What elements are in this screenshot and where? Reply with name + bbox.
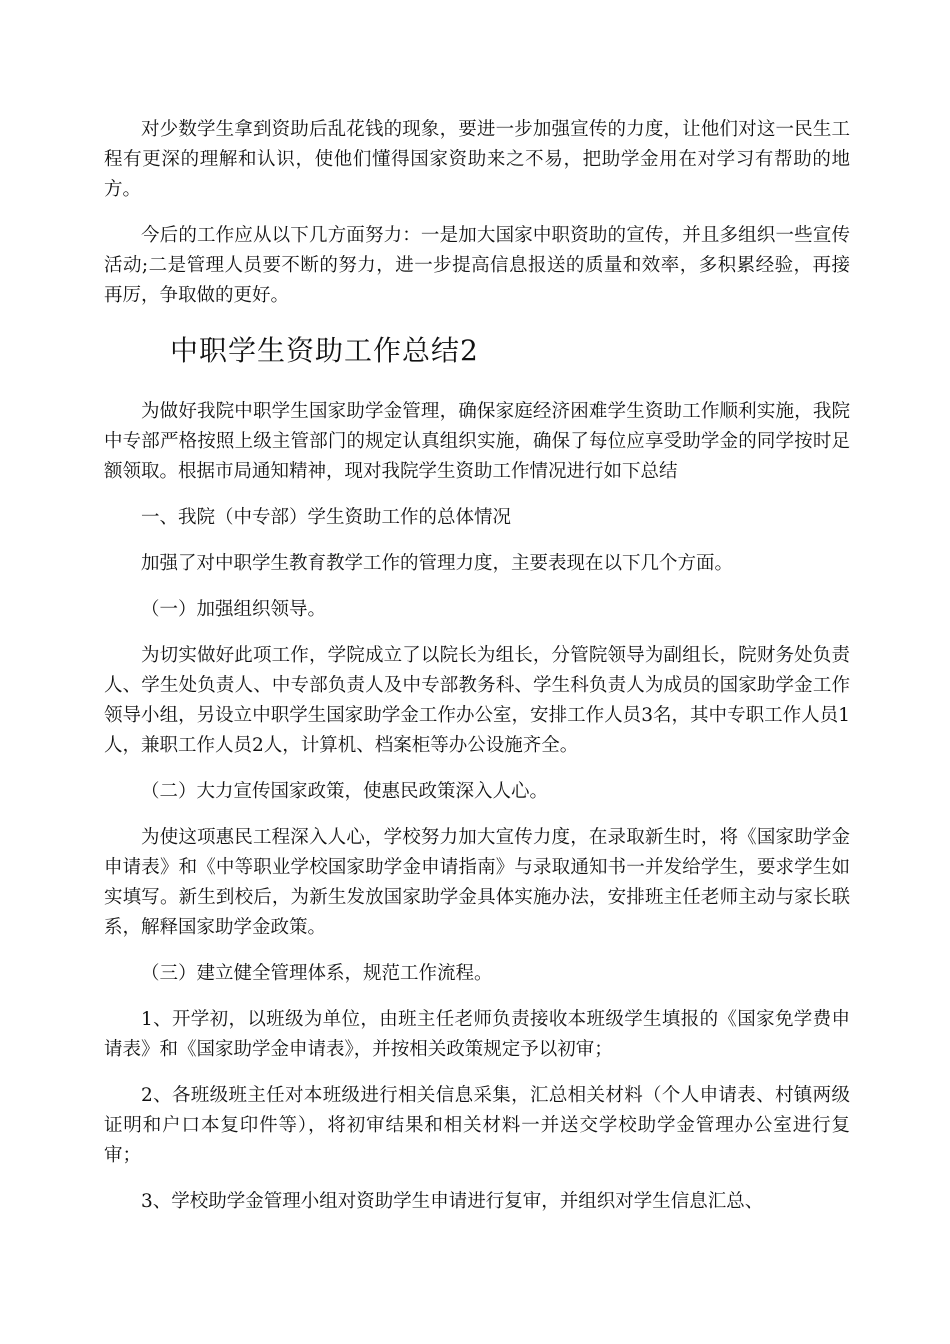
section-heading-overview: 一、我院（中专部）学生资助工作的总体情况: [141, 507, 512, 528]
list-item-2: 2、各班级班主任对本班级进行相关信息采集，汇总相关材料（个人申请表、村镇两级证明和户口本复印件等），将初审结果和相关材料一并送交学校助学金管理办公室进行复审；: [104, 1085, 850, 1166]
intro-paragraph-1: 对少数学生拿到资助后乱花钱的现象，要进一步加强宣传的力度，让他们对这一民生工程有更深的理解和认识，使他们懂得国家资助来之不易，把助学金用在对学习有帮助的地方。: [104, 119, 850, 200]
body-paragraph-4: 为使这项惠民工程深入人心，学校努力加大宣传力度，在录取新生时，将《国家助学金申请表》和《中等职业学校国家助学金申请指南》与录取通知书一并发给学生，要求学生如实填写。新生到校后，为新生发放国家助学金具体实施办法，安排班主任老师主动与家长联系，解释国家助学金政策。: [104, 827, 850, 938]
document-body: [104, 115, 850, 1233]
body-paragraph-1: 为做好我院中职学生国家助学金管理，确保家庭经济困难学生资助工作顺利实施，我院中专部严格按照上级主管部门的规定认真组织实施，确保了每位应享受助学金的同学按时足额领取。根据市局通知精神，现对我院学生资助工作情况进行如下总结: [104, 401, 850, 482]
subheading-publicity: （二）大力宣传国家政策，使惠民政策深入人心。: [141, 781, 549, 802]
section-title: 中职学生资助工作总结2: [170, 334, 479, 367]
subheading-leadership: （一）加强组织领导。: [141, 599, 327, 620]
list-item-3: 3、学校助学金管理小组对资助学生申请进行复审，并组织对学生信息汇总、: [141, 1191, 764, 1212]
subheading-management: （三）建立健全管理体系，规范工作流程。: [141, 963, 493, 984]
body-paragraph-3: 为切实做好此项工作，学院成立了以院长为组长，分管院领导为副组长，院财务处负责人、学生处负责人、中专部负责人及中专部教务科、学生科负责人为成员的国家助学金工作领导小组，另设立中职学生国家助学金工作办公室，安排工作人员3名，其中专职工作人员1人，兼职工作人员2人，计算机、档案柜等办公设施齐全。: [104, 645, 850, 756]
body-paragraph-2: 加强了对中职学生教育教学工作的管理力度，主要表现在以下几个方面。: [141, 553, 734, 574]
intro-paragraph-2: 今后的工作应从以下几方面努力：一是加大国家中职资助的宣传，并且多组织一些宣传活动;二是管理人员要不断的努力，进一步提高信息报送的质量和效率，多积累经验，再接再厉，争取做的更好。: [104, 225, 850, 306]
list-item-1: 1、开学初，以班级为单位，由班主任老师负责接收本班级学生填报的《国家免学费申请表》和《国家助学金申请表》，并按相关政策规定予以初审；: [104, 1009, 850, 1060]
